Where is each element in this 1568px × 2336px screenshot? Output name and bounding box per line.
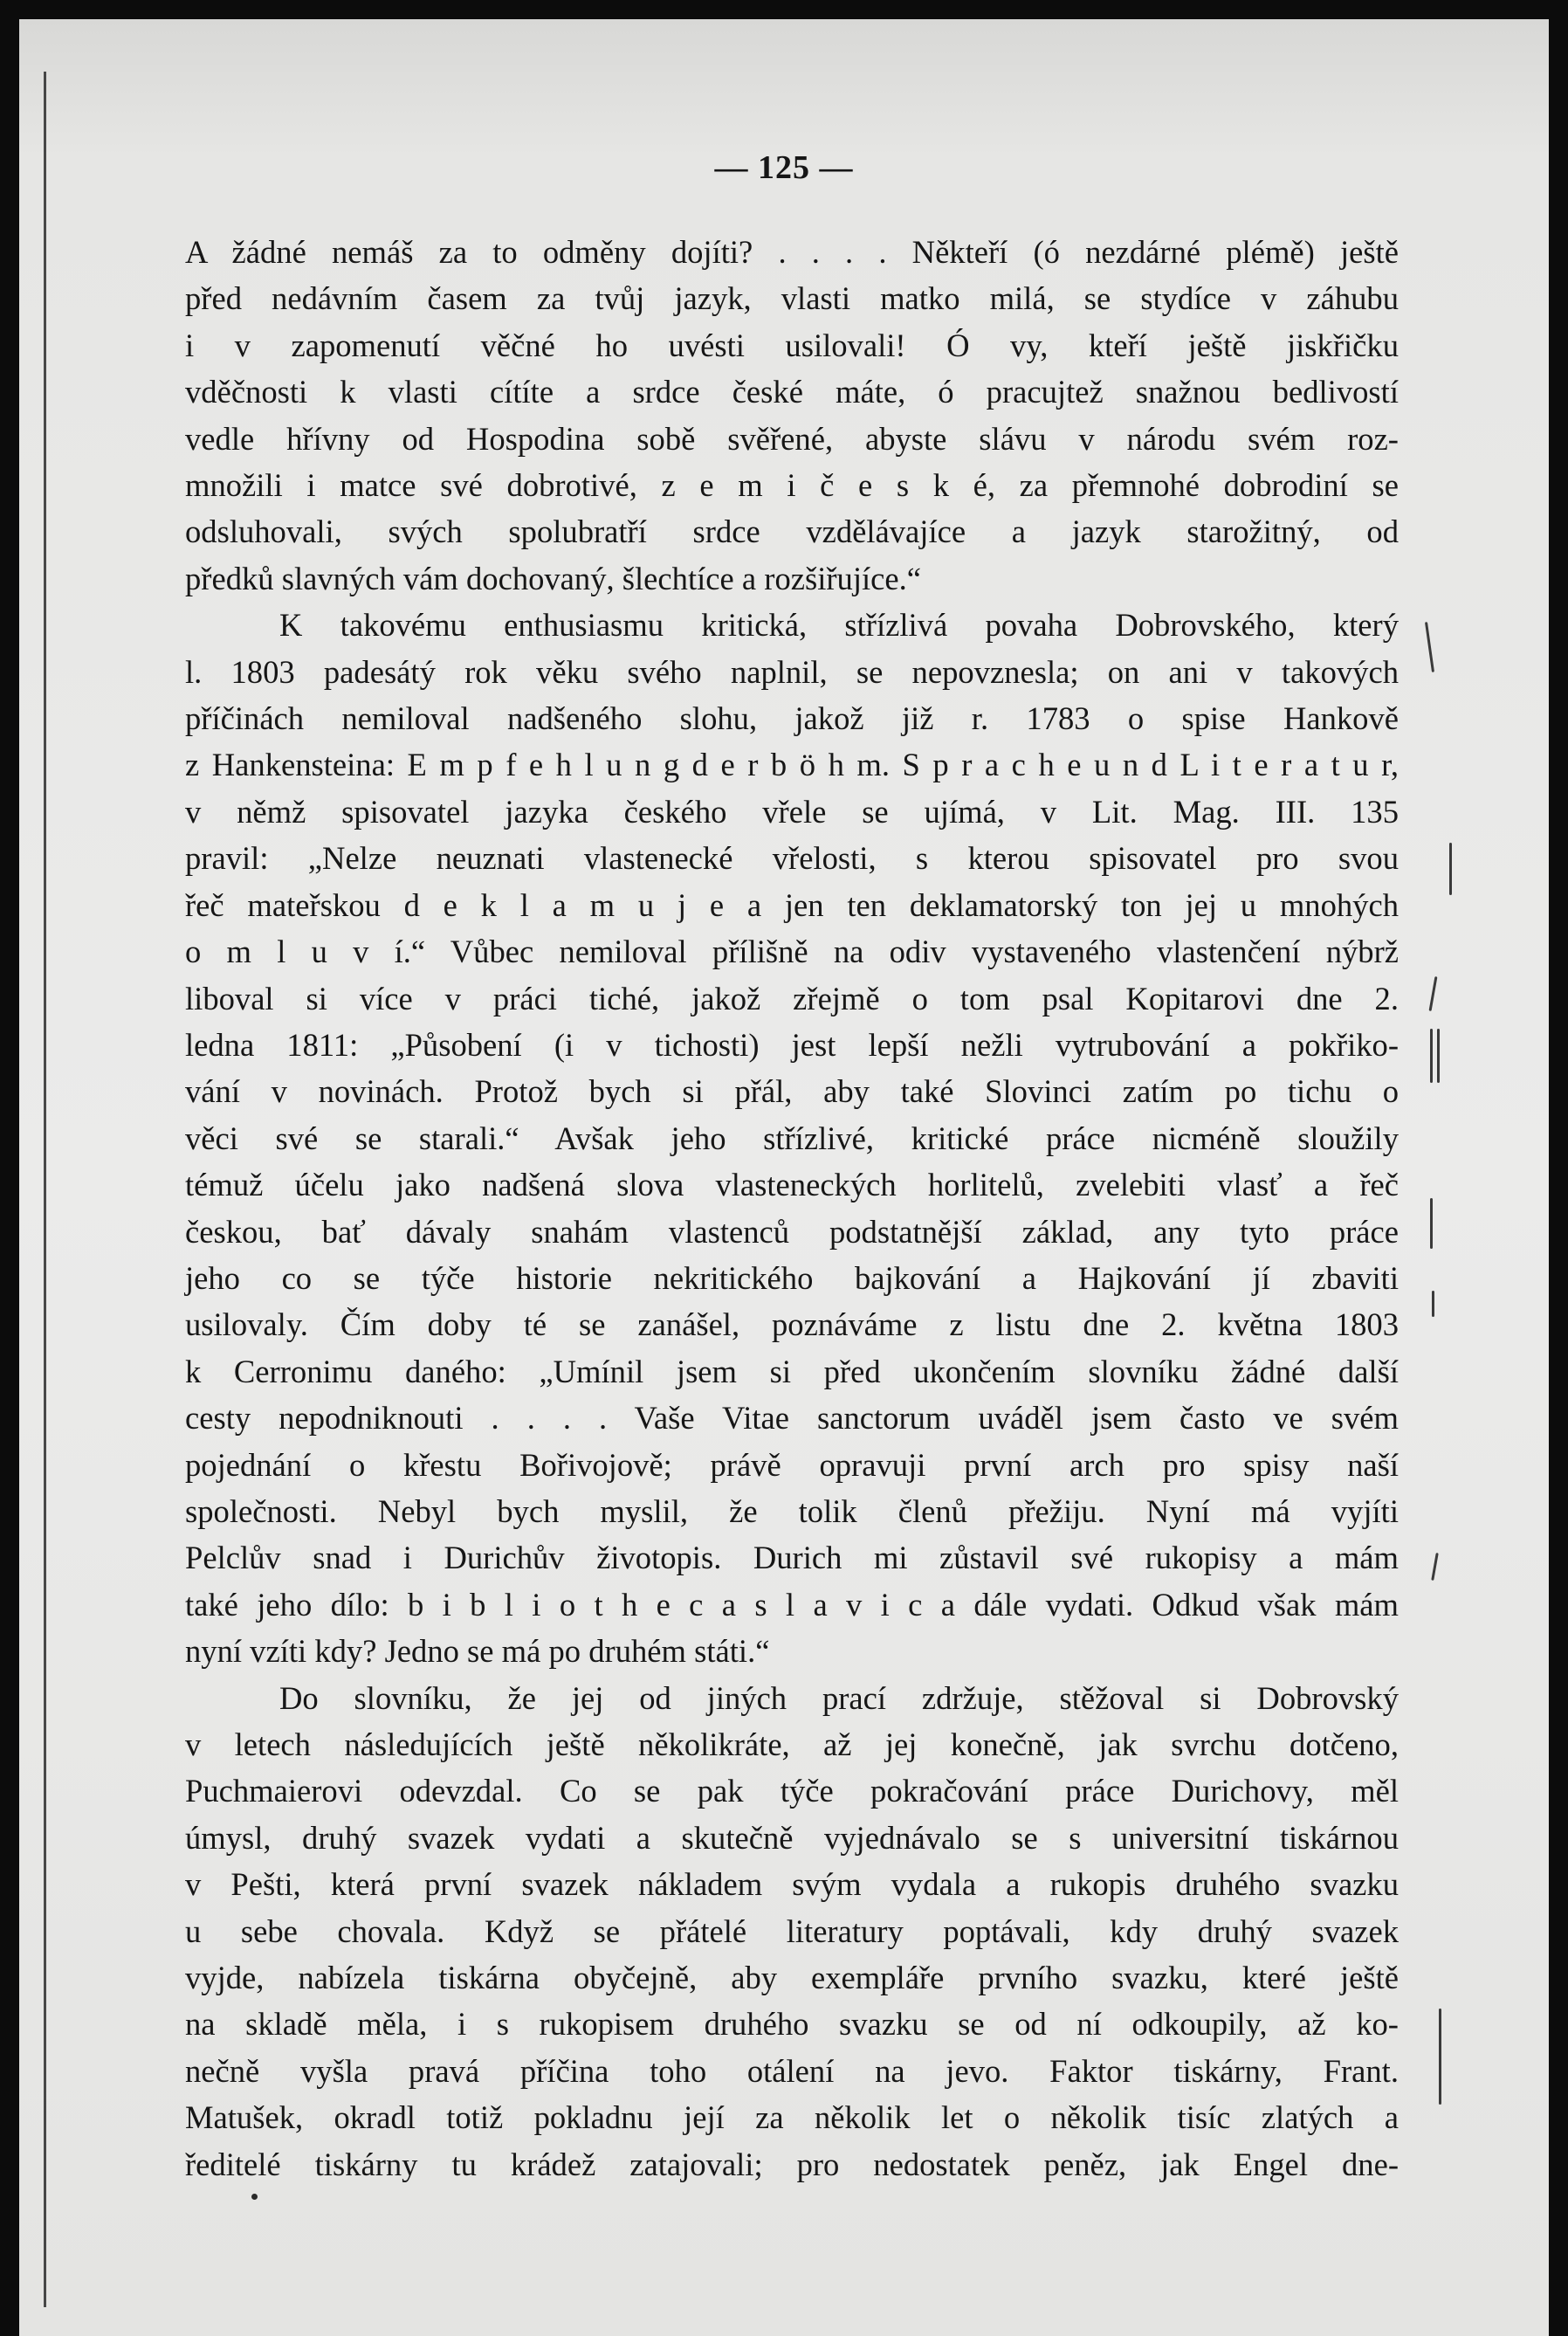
text-line: v němž spisovatel jazyka českého vřele se ujímá, v Lit. Mag. III. 135 (185, 793, 1399, 830)
text-line: Matušek, okradl totiž pokladnu její za několik let o několik tisíc zlatých a (185, 2099, 1399, 2136)
text-line: vděčnosti k vlasti cítíte a srdce české máte, ó pracujtež snažnou bedlivostí (185, 374, 1399, 410)
text-line: Puchmaierovi odevzdal. Co se pak týče pokračování práce Durichovy, měl (185, 1773, 1399, 1809)
text-line: příčinách nemiloval nadšeného slohu, jakož již r. 1783 o spise Hankově (185, 700, 1399, 737)
text-line: úmysl, druhý svazek vydati a skutečně vyjednávalo se s universitní tiskárnou (185, 1819, 1399, 1856)
text-line: z Hankensteina: E m p f e h l u n g d e r b ö h m. S p r a c h e u n d L i t e r a t u r, (185, 747, 1399, 783)
text-line: u sebe chovala. Když se přátelé literatury poptávali, kdy druhý svazek (185, 1912, 1399, 1949)
text-line: usilovaly. Čím doby té se zanášel, poznáváme z listu dne 2. května 1803 (185, 1306, 1399, 1343)
text-line: v Pešti, která první svazek nákladem svým vydala a rukopis druhého svazku (185, 1866, 1399, 1903)
text-line: K takovému enthusiasmu kritická, střízlivá povaha Dobrovského, který (279, 607, 1399, 644)
page-number: — 125 — (714, 149, 854, 186)
text-line: na skladě měla, i s rukopisem druhého svazku se od ní odkoupily, až ko- (185, 2006, 1399, 2043)
margin-mark (1439, 2009, 1441, 2105)
text-line: o m l u v í.“ Vůbec nemiloval přílišně na odiv vystaveného vlastenčení nýbrž (185, 934, 1399, 970)
margin-mark (1430, 1198, 1433, 1249)
text-line: nečně vyšla pravá příčina toho otálení na jevo. Faktor tiskárny, Frant. (185, 2052, 1399, 2089)
paragraph-1 (185, 229, 1399, 602)
text-line: před nedávním časem za tvůj jazyk, vlasti matko milá, se stydíce v záhubu (185, 280, 1399, 317)
paragraph-2 (185, 602, 1399, 1674)
margin-mark (1430, 1029, 1433, 1083)
text-line: liboval si více v práci tiché, jakož zřejmě o tom psal Kopitarovi dne 2. (185, 980, 1399, 1016)
text-line: společnosti. Nebyl bych myslil, že tolik členů přežiju. Nyní má vyjíti (185, 1492, 1399, 1529)
text-line: nyní vzíti kdy? Jedno se má po druhém státi.“ (185, 1633, 770, 1670)
text-line: ledna 1811: „Působení (i v tichosti) jest lepší nežli vytrubování a pokřiko- (185, 1026, 1399, 1063)
text-line: A žádné nemáš za to odměny dojíti? . . . . Někteří (ó nezdárné plémě) ještě (185, 234, 1399, 270)
text-line: ředitelé tiskárny tu krádež zatajovali; pro nedostatek peněz, jak Engel dne- (185, 2146, 1399, 2182)
paragraph-3 (185, 1675, 1399, 2188)
text-line: vedle hřívny od Hospodina sobě svěřené, abyste slávu v národu svém roz- (185, 420, 1399, 457)
margin-mark (1437, 1029, 1440, 1083)
text-line: jeho co se týče historie nekritického bajkování a Hajkování jí zbaviti (185, 1259, 1399, 1296)
text-line: odsluhovali, svých spolubratří srdce vzdělávajíce a jazyk starožitný, od (185, 513, 1399, 550)
text-line: vyjde, nabízela tiskárna obyčejně, aby exempláře prvního svazku, které ještě (185, 1960, 1399, 1996)
text-line: témuž účelu jako nadšená slova vlasteneckých horlitelů, zvelebiti vlasť a řeč (185, 1167, 1399, 1203)
text-line: českou, bať dávaly snahám vlastenců podstatnější základ, any tyto práce (185, 1213, 1399, 1250)
page-gutter-shadow (44, 72, 46, 2307)
ink-dot (251, 2194, 258, 2200)
text-line: Do slovníku, že jej od jiných prací zdržuje, stěžoval si Dobrovský (279, 1679, 1399, 1716)
text-line: množili i matce své dobrotivé, z e m i č e s k é, za přemnohé dobrodiní se (185, 467, 1399, 504)
text-line: Pelclův snad i Durichův životopis. Durich mi zůstavil své rukopisy a mám (185, 1540, 1399, 1576)
text-line: vání v novinách. Protož bych si přál, aby také Slovinci zatím po tichu o (185, 1073, 1399, 1110)
text-line: k Cerronimu daného: „Umínil jsem si před ukončením slovníku žádné další (185, 1353, 1399, 1389)
text-line: v letech následujících ještě několikráte, až jej konečně, jak svrchu dotčeno, (185, 1726, 1399, 1762)
margin-mark (1449, 843, 1452, 895)
text-line: cesty nepodniknouti . . . . Vaše Vitae sanctorum uváděl jsem často ve svém (185, 1400, 1399, 1437)
text-line: také jeho dílo: b i b l i o t h e c a s l a v i c a dále vydati. Odkud však mám (185, 1586, 1399, 1623)
margin-mark (1432, 1291, 1434, 1317)
body-text (185, 229, 1399, 2188)
text-line: věci své se starali.“ Avšak jeho střízlivé, kritické práce nicméně sloužily (185, 1120, 1399, 1156)
text-line: řeč mateřskou d e k l a m u j e a jen ten deklamatorský ton jej u mnohých (185, 886, 1399, 923)
text-line: pojednání o křestu Bořivojově; právě opravuji první arch pro spisy naší (185, 1446, 1399, 1483)
text-line: i v zapomenutí věčné ho uvésti usilovali! Ó vy, kteří ještě jiskřičku (185, 327, 1399, 363)
text-line: pravil: „Nelze neuznati vlastenecké vřelosti, s kterou spisovatel pro svou (185, 840, 1399, 877)
text-line: předků slavných vám dochovaný, šlechtíce a rozšiřujíce.“ (185, 560, 922, 596)
text-line: l. 1803 padesátý rok věku svého naplnil, se nepovznesla; on ani v takových (185, 653, 1399, 690)
